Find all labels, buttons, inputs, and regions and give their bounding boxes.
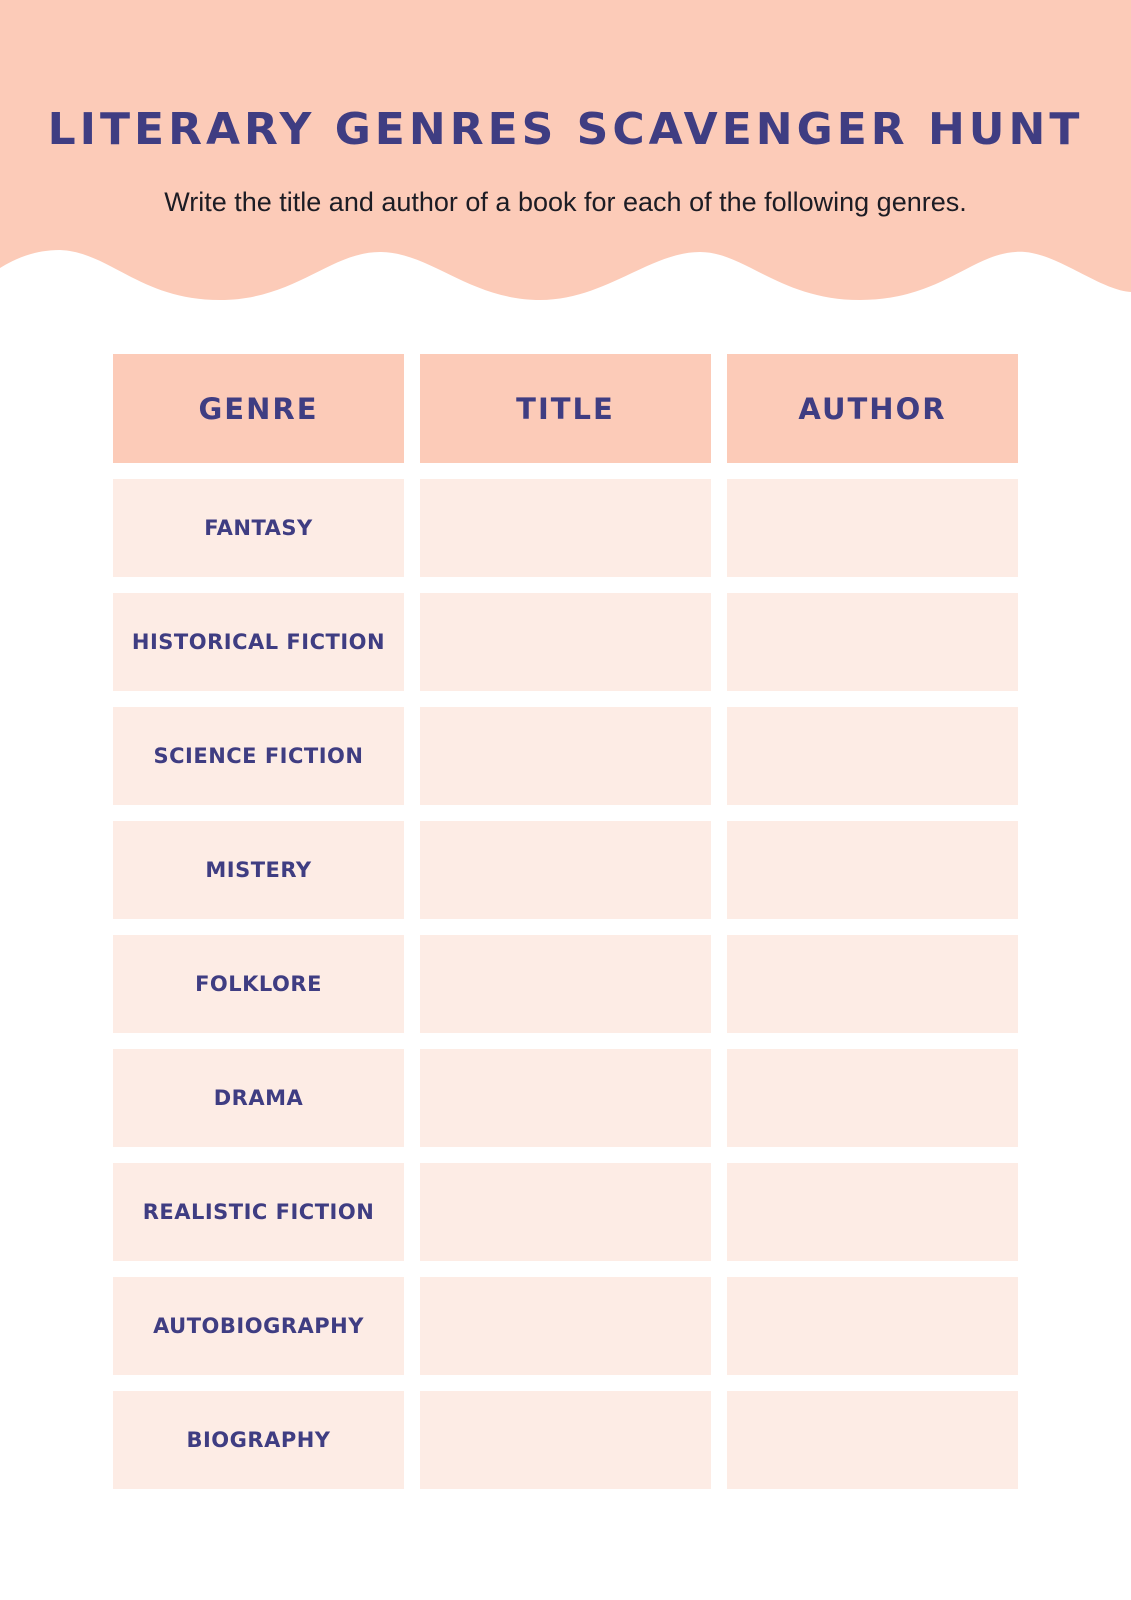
genre-label: MISTERY xyxy=(205,858,312,882)
author-cell[interactable] xyxy=(727,1163,1018,1261)
author-cell[interactable] xyxy=(727,479,1018,577)
author-cell[interactable] xyxy=(727,935,1018,1033)
table-header-row xyxy=(113,354,1019,463)
page-instructions: Write the title and author of a book for each of the following genres. xyxy=(164,187,967,217)
page-title: LITERARY GENRES SCAVENGER HUNT xyxy=(47,104,1084,155)
genre-label: FANTASY xyxy=(204,516,313,540)
title-cell[interactable] xyxy=(420,1391,711,1489)
title-cell[interactable] xyxy=(420,1277,711,1375)
genre-label: HISTORICAL FICTION xyxy=(131,630,386,654)
title-cell[interactable] xyxy=(420,935,711,1033)
title-cell[interactable] xyxy=(420,1049,711,1147)
table-row xyxy=(113,935,1019,1033)
title-cell[interactable] xyxy=(420,1163,711,1261)
genre-label: DRAMA xyxy=(213,1086,304,1110)
table-row xyxy=(113,593,1019,691)
header-cell-genre xyxy=(113,354,404,463)
genre-cell xyxy=(113,479,404,577)
title-cell[interactable] xyxy=(420,479,711,577)
genre-label: REALISTIC FICTION xyxy=(142,1200,375,1224)
header-label-title: TITLE xyxy=(516,391,615,426)
author-cell[interactable] xyxy=(727,1391,1018,1489)
genre-label: AUTOBIOGRAPHY xyxy=(153,1314,364,1338)
author-cell[interactable] xyxy=(727,593,1018,691)
genre-cell xyxy=(113,821,404,919)
table-row xyxy=(113,1049,1019,1147)
table-row xyxy=(113,479,1019,577)
genre-cell xyxy=(113,935,404,1033)
title-cell[interactable] xyxy=(420,821,711,919)
genre-label: BIOGRAPHY xyxy=(186,1428,331,1452)
table-row xyxy=(113,1163,1019,1261)
author-cell[interactable] xyxy=(727,1277,1018,1375)
header-label-author: AUTHOR xyxy=(798,391,947,426)
title-cell[interactable] xyxy=(420,707,711,805)
genre-cell xyxy=(113,1049,404,1147)
genre-label: SCIENCE FICTION xyxy=(153,744,364,768)
header-label-genre: GENRE xyxy=(198,391,319,426)
genre-table xyxy=(113,354,1019,1489)
header-cell-author xyxy=(727,354,1018,463)
table-row xyxy=(113,821,1019,919)
genre-cell xyxy=(113,707,404,805)
author-cell[interactable] xyxy=(727,821,1018,919)
genre-cell xyxy=(113,1277,404,1375)
header-cell-title xyxy=(420,354,711,463)
table-row xyxy=(113,707,1019,805)
genre-cell xyxy=(113,1163,404,1261)
title-cell[interactable] xyxy=(420,593,711,691)
genre-cell xyxy=(113,1391,404,1489)
author-cell[interactable] xyxy=(727,1049,1018,1147)
genre-cell xyxy=(113,593,404,691)
genre-label: FOLKLORE xyxy=(195,972,322,996)
header-wave-band xyxy=(0,0,1131,310)
table-row xyxy=(113,1277,1019,1375)
author-cell[interactable] xyxy=(727,707,1018,805)
table-row xyxy=(113,1391,1019,1489)
